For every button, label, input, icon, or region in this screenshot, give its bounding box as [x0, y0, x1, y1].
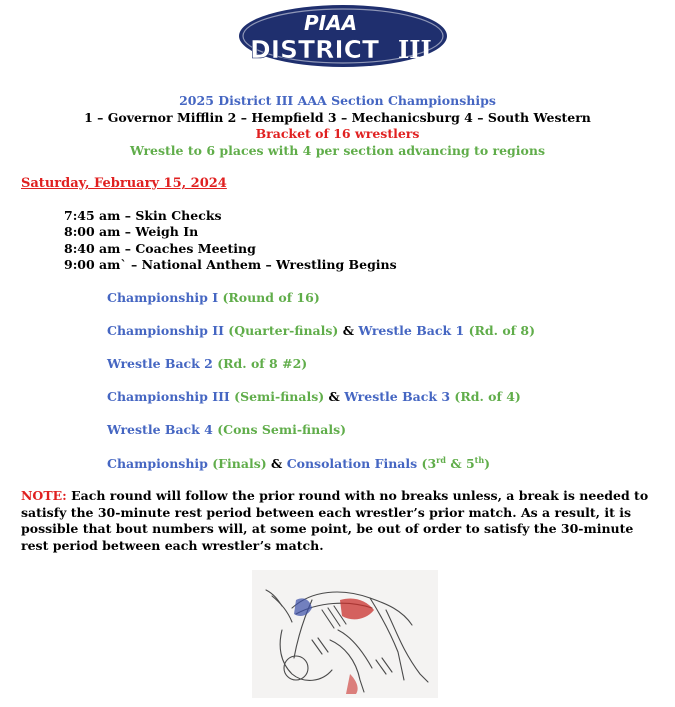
- logo-piaa-text: PIAA: [304, 11, 358, 35]
- round-detail: (Cons Semi-finals): [212, 422, 347, 437]
- round-detail: (Rd. of 8): [464, 323, 535, 338]
- rest-period-note: [21, 488, 653, 554]
- schedule-item-weigh-in: 8:00 am – Weigh In: [64, 224, 199, 239]
- round-name: Wrestle Back 1: [358, 323, 465, 338]
- schedule-item-skin-checks: 7:45 am – Skin Checks: [64, 208, 222, 223]
- event-date: Saturday, February 15, 2024: [21, 176, 227, 191]
- round-ampersand: &: [338, 323, 359, 338]
- round-name: Wrestle Back 2: [107, 356, 213, 371]
- round-detail: (Rd. of 8 #2): [212, 356, 308, 371]
- round-name: Wrestle Back 3: [344, 389, 451, 404]
- round-detail: (Semi-finals): [229, 389, 325, 404]
- round-name: Consolation Finals: [286, 456, 418, 472]
- round-name: Championship III: [107, 389, 230, 404]
- round-ampersand: &: [324, 389, 345, 404]
- round-championship-2: [107, 323, 535, 338]
- bracket-size: Bracket of 16 wrestlers: [255, 126, 420, 141]
- round-detail: (Round of 16): [218, 290, 320, 305]
- section-sites: 1 – Governor Mifflin 2 – Hempfield 3 – Mechanicsburg 4 – South Western: [84, 110, 591, 125]
- round-finals: [107, 455, 490, 471]
- round-detail: (Quarter-finals): [223, 323, 339, 338]
- round-ampersand: &: [266, 456, 287, 472]
- round-detail: (Finals): [207, 456, 267, 472]
- round-championship-1: [107, 290, 320, 305]
- placement-info: Wrestle to 6 places with 4 per section advancing to regions: [129, 143, 546, 158]
- logo-numeral-text: III: [398, 35, 432, 64]
- note-text: Each round will follow the prior round with no breaks unless, a break is needed to satisfy the 30-minute rest period between each wrestler’s prior match. As a result, it is possible that bout numbers will, at some point, be out of order to satisfy the 30-minute rest period between each wrestler’s match.: [21, 488, 649, 553]
- round-wrestle-back-4: [107, 422, 346, 437]
- logo-district-text: DISTRICT: [250, 35, 380, 64]
- event-title: 2025 District III AAA Section Championships: [179, 93, 496, 108]
- round-name: Wrestle Back 4: [107, 422, 213, 437]
- round-name: Championship: [107, 456, 208, 472]
- schedule-item-coaches-meeting: 8:40 am – Coaches Meeting: [64, 241, 256, 256]
- piaa-district-logo: [238, 4, 448, 68]
- round-name: Championship I: [107, 290, 219, 305]
- round-championship-3: [107, 389, 521, 404]
- round-name: Championship II: [107, 323, 224, 338]
- round-detail: (3rd & 5th): [417, 455, 491, 472]
- round-detail: (Rd. of 4): [450, 389, 521, 404]
- note-label: NOTE:: [21, 488, 67, 503]
- wrestling-sketch-image: [252, 570, 438, 698]
- schedule-item-wrestling-begins: 9:00 am` – National Anthem – Wrestling Begins: [64, 257, 397, 272]
- round-wrestle-back-2: [107, 356, 307, 371]
